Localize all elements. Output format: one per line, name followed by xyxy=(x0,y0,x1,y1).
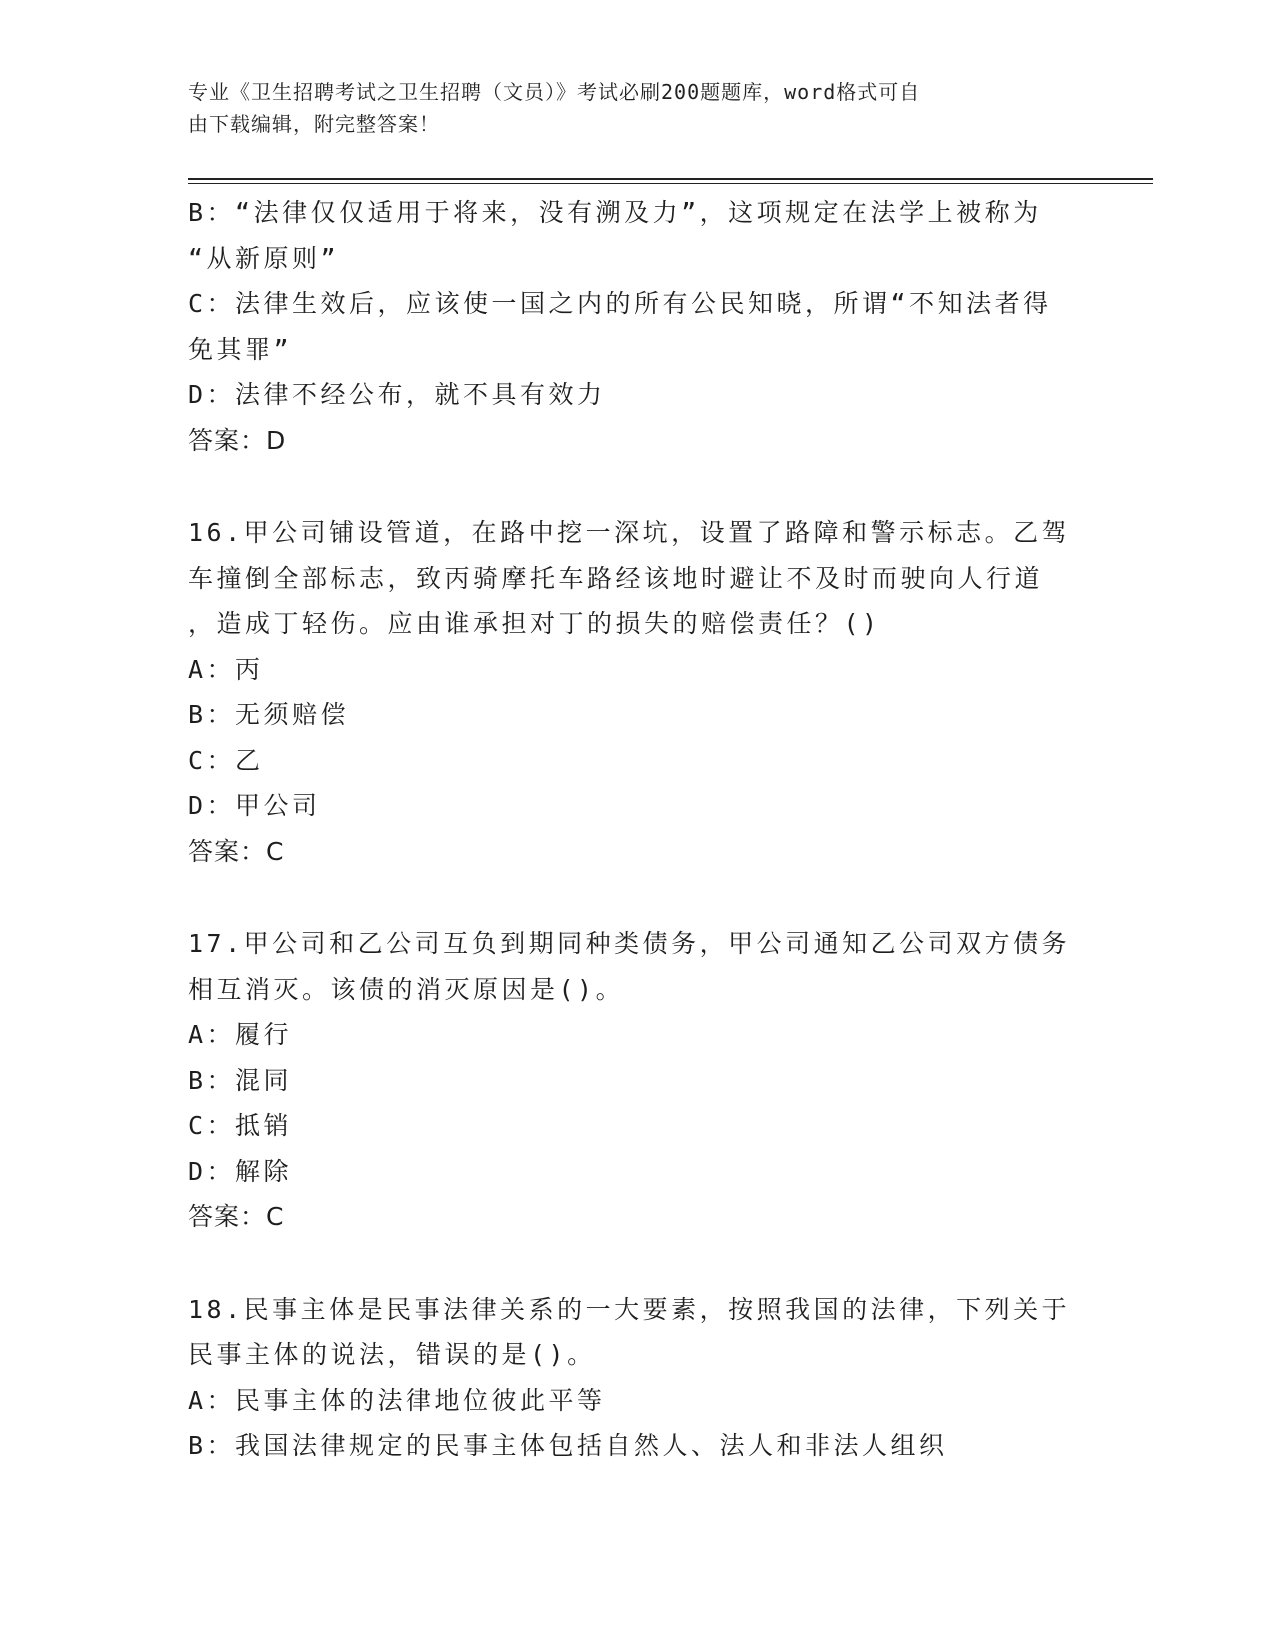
question-18 xyxy=(188,1287,1088,1469)
question-stem-line-2: 车撞倒全部标志，致丙骑摩托车路经该地时避让不及时而驶向人行道 xyxy=(188,563,1044,593)
question-stem-line-1: 17.甲公司和乙公司互负到期同种类债务，甲公司通知乙公司双方债务 xyxy=(188,929,1071,958)
option-b: B：无须赔偿 xyxy=(188,700,350,729)
question-stem-line-2: 相互消灭。该债的消灭原因是()。 xyxy=(188,974,625,1004)
spacer xyxy=(188,874,1088,921)
spacer xyxy=(188,463,1088,510)
option-b-line-2: “从新原则” xyxy=(188,243,340,273)
answer: 答案：D xyxy=(188,425,287,455)
question-15-continued xyxy=(188,190,1088,463)
answer: 答案：C xyxy=(188,1202,285,1231)
header-line-1: 专业《卫生招聘考试之卫生招聘（文员）》考试必刷200题题库，word格式可自 xyxy=(188,80,921,104)
question-stem-line-3: ，造成丁轻伤。应由谁承担对丁的损失的赔偿责任？() xyxy=(188,609,881,638)
question-stem-line-2: 民事主体的说法，错误的是()。 xyxy=(188,1340,596,1369)
answer: 答案：C xyxy=(188,836,285,866)
option-d: D：甲公司 xyxy=(188,791,321,820)
option-c-line-1: C：法律生效后，应该使一国之内的所有公民知晓，所谓“不知法者得 xyxy=(188,289,1052,318)
option-b-line-1: B：“法律仅仅适用于将来，没有溯及力”，这项规定在法学上被称为 xyxy=(188,198,1042,227)
question-17 xyxy=(188,921,1088,1240)
spacer xyxy=(188,1240,1088,1287)
header-line-2: 由下载编辑，附完整答案！ xyxy=(188,112,440,136)
option-c: C：抵销 xyxy=(188,1111,293,1140)
question-content xyxy=(188,190,1088,1469)
option-a: A：丙 xyxy=(188,654,264,684)
header-divider-thick xyxy=(188,178,1153,180)
option-c-line-2: 免其罪” xyxy=(188,334,293,364)
question-16 xyxy=(188,510,1088,874)
option-a: A：民事主体的法律地位彼此平等 xyxy=(188,1385,606,1415)
question-stem-line-1: 16.甲公司铺设管道，在路中挖一深坑，设置了路障和警示标志。乙驾 xyxy=(188,518,1071,547)
header-divider-thin xyxy=(188,183,1153,184)
option-a: A：履行 xyxy=(188,1020,293,1049)
option-d: D：解除 xyxy=(188,1156,293,1186)
option-c: C：乙 xyxy=(188,745,264,775)
document-header xyxy=(188,76,1068,140)
question-stem-line-1: 18.民事主体是民事法律关系的一大要素，按照我国的法律，下列关于 xyxy=(188,1294,1071,1324)
option-d: D：法律不经公布，就不具有效力 xyxy=(188,380,606,409)
option-b: B：混同 xyxy=(188,1065,293,1095)
option-b: B：我国法律规定的民事主体包括自然人、法人和非法人组织 xyxy=(188,1431,948,1460)
